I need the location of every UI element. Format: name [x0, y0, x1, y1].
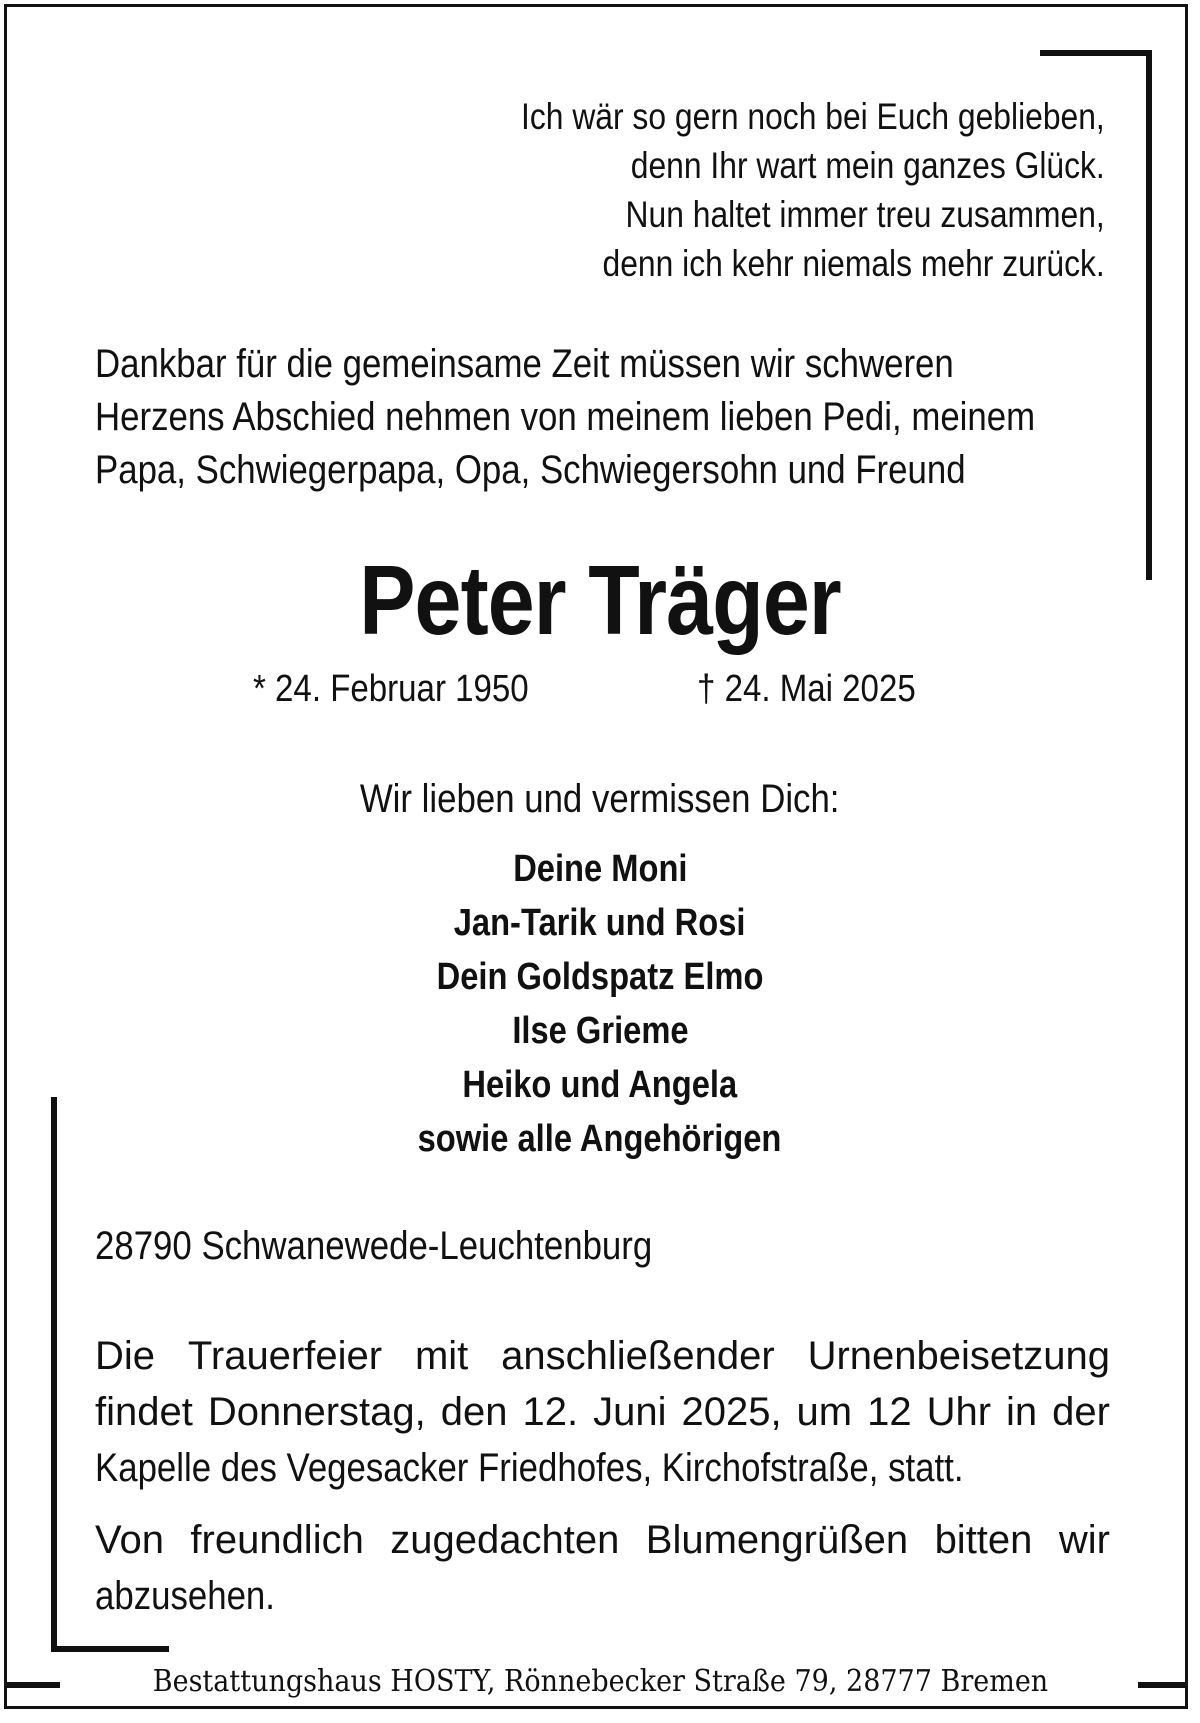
mourner-name — [0, 842, 1200, 896]
ceremony-notice — [95, 1328, 1110, 1496]
deceased-name — [0, 545, 1200, 655]
ceremony-line-3: Kapelle des Vegesacker Friedhofes, Kirchofstraße, statt. — [95, 1446, 964, 1490]
flowers-notice — [95, 1512, 1110, 1624]
deceased-name-text: Peter Träger — [359, 545, 841, 655]
flowers-line-1 — [95, 1512, 1110, 1568]
intro-line: Herzens Abschied nehmen von meinem lieben Pedi, meinem — [95, 395, 1036, 439]
mourner-name-text: Heiko und Angela — [462, 1064, 738, 1106]
word: Uhr — [926, 1390, 992, 1434]
mourner-name-text: Jan-Tarik und Rosi — [454, 902, 746, 944]
intro-text — [95, 338, 1105, 497]
word: freundlich — [190, 1518, 364, 1562]
location-text: 28790 Schwanewede-Leuchtenburg — [95, 1224, 653, 1268]
word: 12. — [522, 1390, 579, 1434]
word: Die — [95, 1334, 156, 1378]
intro-line: Dankbar für die gemeinsame Zeit müssen wir schweren — [95, 342, 954, 386]
mourner-name — [0, 1058, 1200, 1112]
mourner-name-text: Dein Goldspatz Elmo — [436, 956, 764, 998]
word: zugedachten — [390, 1518, 620, 1562]
top-right-bracket-vertical — [1146, 50, 1152, 580]
word: den — [440, 1390, 508, 1434]
word: Von — [95, 1518, 164, 1562]
word: wir — [1058, 1518, 1110, 1562]
birth-date — [253, 665, 570, 713]
poem-line: denn ich kehr niemals mehr zurück. — [602, 243, 1105, 284]
word: anschließender — [501, 1334, 775, 1378]
death-date — [697, 665, 948, 713]
mourners-heading-text: Wir lieben und vermissen Dich: — [360, 777, 840, 821]
poem-line: Nun haltet immer treu zusammen, — [625, 194, 1105, 235]
footer-text: Bestattungshaus HOSTY, Rönnebecker Straße 79, 28777 Bremen — [152, 1664, 1048, 1699]
word: der — [1052, 1390, 1110, 1434]
word: mit — [414, 1334, 469, 1378]
intro-line: Papa, Schwiegerpapa, Opa, Schwiegersohn und Freund — [95, 448, 966, 492]
word: Juni — [593, 1390, 667, 1434]
mourners-heading — [0, 773, 1200, 825]
word: findet — [95, 1390, 193, 1434]
word: bitten — [934, 1518, 1033, 1562]
flowers-line-2: abzusehen. — [95, 1574, 275, 1618]
mourner-name — [0, 1112, 1200, 1166]
mourner-name-text: Ilse Grieme — [511, 1010, 689, 1052]
word: Blumengrüßen — [645, 1518, 909, 1562]
mourner-name — [0, 950, 1200, 1004]
word: Urnenbeisetzung — [807, 1334, 1110, 1378]
bottom-left-bracket-vertical — [51, 1097, 57, 1652]
top-right-bracket-horizontal — [1040, 50, 1152, 56]
mourner-name — [0, 1004, 1200, 1058]
word: Donnerstag, — [207, 1390, 426, 1434]
ceremony-line-2 — [95, 1384, 1110, 1440]
ceremony-line-1 — [95, 1328, 1110, 1384]
location — [95, 1220, 736, 1272]
mourner-name-text: Deine Moni — [512, 848, 688, 890]
mourner-name-text: sowie alle Angehörigen — [418, 1118, 782, 1160]
word: in — [1006, 1390, 1038, 1434]
poem-line: denn Ihr wart mein ganzes Glück. — [631, 145, 1105, 186]
death-date-text: † 24. Mai 2025 — [697, 668, 916, 710]
word: 2025, — [681, 1390, 782, 1434]
word: um — [796, 1390, 853, 1434]
mourners-list — [0, 842, 1200, 1166]
word: 12 — [867, 1390, 912, 1434]
poem-line: Ich wär so gern noch bei Euch geblieben, — [521, 96, 1105, 137]
birth-date-text: * 24. Februar 1950 — [253, 668, 529, 710]
word: Trauerfeier — [187, 1334, 383, 1378]
poem — [521, 92, 1105, 288]
funeral-home-footer — [0, 1662, 1200, 1702]
bottom-left-bracket-horizontal — [51, 1646, 169, 1652]
mourner-name — [0, 896, 1200, 950]
